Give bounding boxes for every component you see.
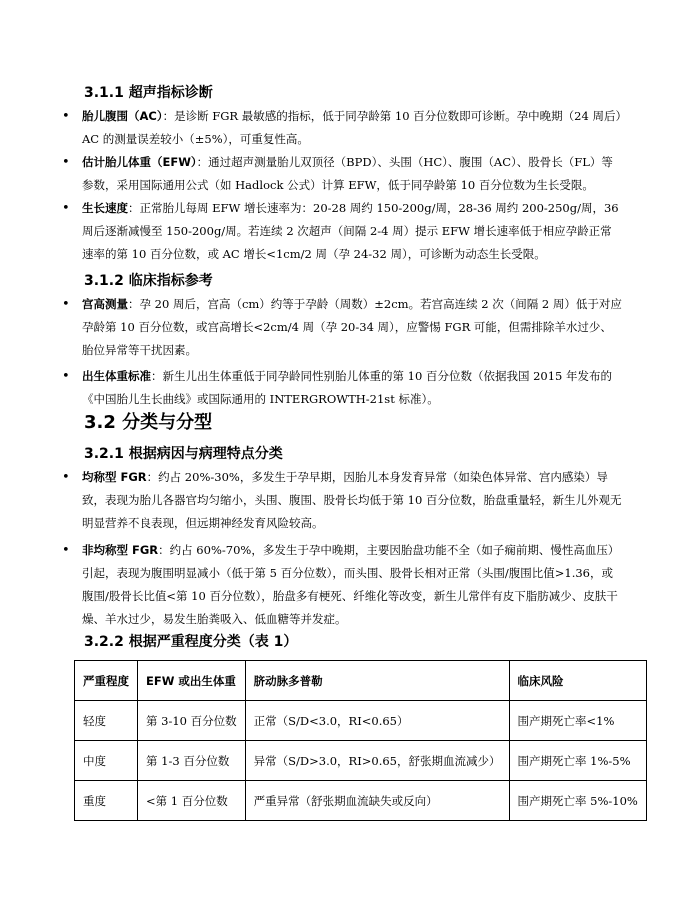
bullet-icon: • [62,470,70,485]
bullet-icon: • [62,543,70,558]
severity-table [74,660,647,821]
item-text: ：约占 20%-30%，多发生于孕早期，因胎儿本身发育异常（如染色体异常、宫内感染）导致，表现为胎儿各器官均匀缩小，头围、腹围、股骨长均低于第 10 百分位数，胎盘重量轻，新生儿外观无明显营养不良表现，但远期神经发育风险较高。 [82,470,622,530]
section-heading-3-1-2: 3.1.2 临床指标参考 [84,273,213,289]
table-row [75,741,647,781]
table-header-row [75,661,647,701]
bullet-icon: • [62,109,70,124]
item-term: 均称型 FGR [82,470,147,484]
bullet-icon: • [62,155,70,170]
table-cell: 第 3-10 百分位数 [138,701,246,741]
list-item [62,365,622,411]
item-term: 出生体重标准 [82,369,151,383]
table-cell: 轻度 [75,701,138,741]
list-item [62,466,622,535]
section-heading-3-2-1: 3.2.1 根据病因与病理特点分类 [84,446,283,462]
table-header-cell: 脐动脉多普勒 [245,661,509,701]
item-text: ：正常胎儿每周 EFW 增长速率为：20-28 周约 150-200g/周，28-36 周约 200-250g/周，36 周后逐渐减慢至 150-200g/周。若连续 2 次超声（间隔 2-4 周）提示 EFW 增长速率低于相应孕龄正常速率的第 10 百分位数，或 AC 增长<1cm/2 周（孕 24-32 周），可诊断为动态生长受限。 [82,201,619,261]
table-cell: 中度 [75,741,138,781]
bullet-icon: • [62,201,70,216]
item-term: 宫高测量 [82,297,128,311]
section-heading-3-2: 3.2 分类与分型 [84,412,213,433]
table-cell: 重度 [75,781,138,821]
item-text: ：通过超声测量胎儿双顶径（BPD）、头围（HC）、腹围（AC）、股骨长（FL）等参数，采用国际通用公式（如 Hadlock 公式）计算 EFW，低于同孕龄第 10 百分位数为生长受限。 [82,155,613,192]
table-cell: 异常（S/D>3.0，RI>0.65，舒张期血流减少） [245,741,509,781]
table-cell: 严重异常（舒张期血流缺失或反向） [245,781,509,821]
bullet-icon: • [62,297,70,312]
list-item [62,293,622,362]
table-row [75,781,647,821]
item-term: 非均称型 FGR [82,543,159,557]
table-cell: 第 1-3 百分位数 [138,741,246,781]
item-text: ：约占 60%-70%，多发生于孕中晚期，主要因胎盘功能不全（如子痫前期、慢性高血压）引起，表现为腹围明显减小（低于第 5 百分位数），而头围、股骨长相对正常（头围/腹围比值>1.36，或腹围/股骨长比值<第 10 百分位数），胎盘多有梗死、纤维化等改变，新生儿常伴有皮下脂肪减少、皮肤干燥、羊水过少，易发生胎粪吸入、低血糖等并发症。 [82,543,620,626]
table-cell: <第 1 百分位数 [138,781,246,821]
table-row [75,701,647,741]
section-heading-3-2-2: 3.2.2 根据严重程度分类（表 1） [84,634,298,650]
table-header-cell: 临床风险 [509,661,646,701]
table-cell: 围产期死亡率 1%-5% [509,741,646,781]
list-item [62,105,622,151]
table-cell: 围产期死亡率 5%-10% [509,781,646,821]
item-text: ：是诊断 FGR 最敏感的指标，低于同孕龄第 10 百分位数即可诊断。孕中晚期（24 周后）AC 的测量误差较小（±5%），可重复性高。 [82,109,622,146]
table-header-cell: 严重程度 [75,661,138,701]
list-item [62,197,622,266]
table-cell: 围产期死亡率<1% [509,701,646,741]
item-term: 估计胎儿体重（EFW） [82,155,197,169]
list-item [62,539,622,631]
table-header-cell: EFW 或出生体重 [138,661,246,701]
item-term: 生长速度 [82,201,128,215]
item-text: ：新生儿出生体重低于同孕龄同性别胎儿体重的第 10 百分位数（依据我国 2015 年发布的《中国胎儿生长曲线》或国际通用的 INTERGROWTH-21st 标准）。 [82,369,613,406]
bullet-icon: • [62,369,70,384]
section-heading-3-1-1: 3.1.1 超声指标诊断 [84,85,213,101]
item-term: 胎儿腹围（AC） [82,109,163,123]
list-item [62,151,622,197]
item-text: ：孕 20 周后，宫高（cm）约等于孕龄（周数）±2cm。若宫高连续 2 次（间隔 2 周）低于对应孕龄第 10 百分位数，或宫高增长<2cm/4 周（孕 20-34 周），应警惕 FGR 可能，但需排除羊水过少、胎位异常等干扰因素。 [82,297,622,357]
table-cell: 正常（S/D<3.0，RI<0.65） [245,701,509,741]
